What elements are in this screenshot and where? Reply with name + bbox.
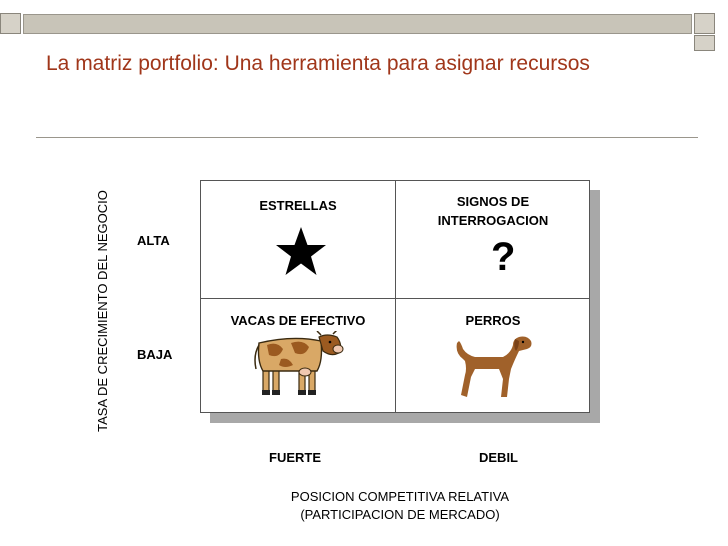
decoration-square <box>694 35 715 51</box>
column-label-debil: DEBIL <box>479 450 518 465</box>
row-label-alta: ALTA <box>137 233 170 248</box>
title-divider <box>36 137 698 138</box>
slide-title: La matriz portfolio: Una herramienta para asignar recursos <box>46 52 590 75</box>
y-axis-label: TASA DE CRECIMIENTO DEL NEGOCIO <box>95 190 110 432</box>
dog-icon <box>453 335 533 401</box>
quadrant-label-signos <box>396 192 590 230</box>
column-label-fuerte: FUERTE <box>269 450 321 465</box>
decoration-square <box>0 13 21 34</box>
slide-decoration-bar <box>0 13 714 37</box>
matrix-divider-horizontal <box>201 298 589 299</box>
row-label-baja: BAJA <box>137 347 173 362</box>
quadrant-label-estrellas: ESTRELLAS <box>259 198 337 213</box>
quadrant-label-line: INTERROGACION <box>437 213 549 228</box>
quadrant-label-line: SIGNOS DE <box>456 194 530 209</box>
cow-icon <box>253 331 345 397</box>
x-axis-label-line: (PARTICIPACION DE MERCADO) <box>300 507 500 522</box>
quadrant-label-perros: PERROS <box>465 313 521 328</box>
decoration-bar <box>23 14 692 34</box>
decoration-square <box>694 13 715 34</box>
x-axis-label-line: POSICION COMPETITIVA RELATIVA <box>290 489 510 504</box>
portfolio-matrix <box>200 180 590 413</box>
question-mark-icon: ? <box>491 235 516 279</box>
star-icon <box>273 225 329 281</box>
x-axis-label <box>260 488 540 524</box>
quadrant-label-vacas: VACAS DE EFECTIVO <box>230 313 366 328</box>
